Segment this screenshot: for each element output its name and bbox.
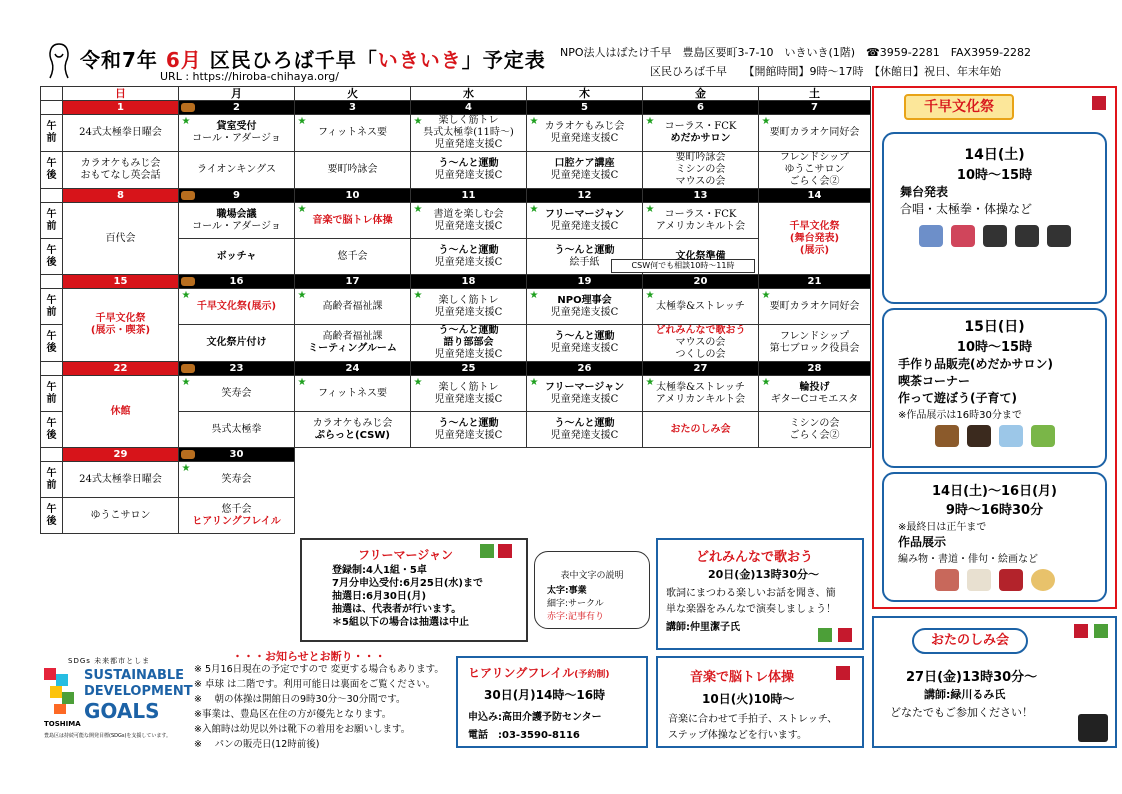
- afternoon-label: 午 後: [41, 239, 63, 275]
- date-cell: [295, 448, 411, 462]
- event-label: 要町カラオケ同好会: [769, 127, 860, 138]
- mahjong-box: [300, 538, 528, 642]
- event-label: ぷらっと(CSW): [315, 429, 390, 441]
- date-cell: 16: [179, 275, 295, 289]
- schedule-cell: [759, 115, 871, 152]
- date-cell: 27: [643, 362, 759, 376]
- schedule-cell: [759, 289, 871, 325]
- schedule-cell: [179, 325, 295, 362]
- weekday-header: 火: [295, 87, 411, 101]
- event-label: 職場会議: [216, 208, 257, 220]
- event-label: フリーマージャン: [544, 381, 625, 393]
- exercise-runner-icon: ★: [297, 290, 307, 301]
- event-label: ごらく会②: [789, 176, 840, 187]
- schedule-cell: [295, 462, 411, 498]
- date-cell: 4: [411, 101, 527, 115]
- event-label: めだかサロン: [670, 133, 731, 144]
- morning-label: 午 前: [41, 376, 63, 412]
- schedule-cell: [643, 115, 759, 152]
- event-label: 太極拳&ストレッチ: [656, 381, 745, 393]
- weekday-header: 日: [63, 87, 179, 101]
- schedule-cell: [643, 203, 759, 239]
- event-label: フィットネス要: [317, 387, 388, 399]
- event-label: 児童発達支援C: [550, 429, 619, 441]
- event-label: 口腔ケア講座: [554, 158, 615, 169]
- sdg-goal-icon: [1074, 624, 1088, 638]
- schedule-cell: [295, 325, 411, 362]
- piano-player-illustration: [1078, 714, 1108, 742]
- sunday-cell: [63, 203, 179, 275]
- event-label: NPO理事会: [557, 294, 612, 306]
- event-label: 児童発達支援C: [550, 306, 619, 318]
- event-label: う～んと運動: [554, 417, 615, 429]
- afternoon-label: 午 後: [41, 412, 63, 448]
- event-label: う～んと運動: [554, 331, 615, 342]
- event-label: どれみんなで歌おう: [655, 325, 746, 336]
- schedule-cell: [527, 462, 643, 498]
- date-cell: [527, 448, 643, 462]
- schedule-cell: [63, 462, 179, 498]
- schedule-cell: [179, 115, 295, 152]
- event-label: ゆうこサロン: [90, 509, 151, 521]
- schedule-cell: [295, 115, 411, 152]
- exercise-runner-icon: ★: [529, 290, 539, 301]
- date-cell: 20: [643, 275, 759, 289]
- brain-training-box: 音楽で脳トレ体操 10日(火)10時～ 音楽に合わせて手拍子、ストレッチ、 ステップ体操などを行います。: [656, 656, 864, 748]
- schedule-cell: [179, 412, 295, 448]
- date-cell: [643, 448, 759, 462]
- date-cell: 2: [179, 101, 295, 115]
- date-cell: 14: [759, 189, 871, 203]
- schedule-cell: [759, 498, 871, 534]
- event-label: 児童発達支援C: [550, 170, 619, 181]
- notice-line: ※入館時は幼児以外は靴下の着用をお願いします。: [194, 724, 411, 735]
- schedule-cell: [411, 498, 527, 534]
- schedule-cell: [527, 239, 643, 275]
- schedule-cell: [759, 376, 871, 412]
- event-label: 24式太極拳日曜会: [79, 127, 162, 138]
- event-label: う～んと運動: [438, 417, 499, 429]
- schedule-cell: [527, 498, 643, 534]
- event-label: (展示): [799, 244, 830, 256]
- schedule-cell: [63, 498, 179, 534]
- schedule-cell: [411, 152, 527, 189]
- schedule-cell: [295, 412, 411, 448]
- schedule-cell: [295, 289, 411, 325]
- exercise-runner-icon: ★: [645, 116, 655, 127]
- event-label: 悠千会: [221, 503, 252, 515]
- mahjong-info-line: 7月分申込受付:6月25日(水)まで: [332, 578, 483, 589]
- schedule-cell: [179, 498, 295, 534]
- date-cell: 23: [179, 362, 295, 376]
- event-label: 楽しく筋トレ: [438, 381, 499, 393]
- event-label: 児童発達支援C: [434, 256, 503, 268]
- event-label: 輪投げ: [799, 381, 830, 393]
- date-cell: 10: [295, 189, 411, 203]
- mahjong-title: フリーマージャン: [358, 548, 454, 562]
- date-cell: 6: [643, 101, 759, 115]
- date-cell: 5: [527, 101, 643, 115]
- sdg-goal-icon: [818, 628, 832, 642]
- schedule-cell: [759, 325, 871, 362]
- event-label: 楽しく筋トレ: [438, 115, 499, 126]
- schedule-cell: [643, 462, 759, 498]
- morning-label: 午 前: [41, 462, 63, 498]
- schedule-cell: [411, 462, 527, 498]
- schedule-cell: [411, 289, 527, 325]
- exercise-runner-icon: ★: [297, 377, 307, 388]
- schedule-cell: [295, 498, 411, 534]
- schedule-cell: [411, 376, 527, 412]
- sdg-goal-icon: [480, 544, 494, 558]
- schedule-cell: [295, 152, 411, 189]
- mahjong-info-line: 抽選日:6月30日(月): [332, 591, 427, 602]
- schedule-cell: [759, 412, 871, 448]
- event-label: おたのしみ会: [670, 423, 731, 435]
- event-label: カラオケもみじ会: [544, 121, 625, 132]
- festival-day3: 14日(土)～16日(月) 9時～16時30分 ※最終日は正午まで 作品展示 編み物・書道・俳句・絵画など: [882, 472, 1107, 602]
- exercise-runner-icon: ★: [181, 463, 191, 474]
- event-label: フリーマージャン: [544, 208, 625, 220]
- event-label: ライオンキングス: [197, 164, 276, 175]
- otanoshimi-box: おたのしみ会 27日(金)13時30分～ 講師:緑川るみ氏 どなたでもご参加ください！: [872, 616, 1117, 748]
- schedule-cell: [643, 239, 759, 275]
- exercise-runner-icon: ★: [413, 204, 423, 215]
- notice-line: ※ パンの販売日(12時前後): [194, 739, 320, 750]
- sdg-goal-icon: [838, 628, 852, 642]
- hours-info: 区民ひろば千早 【開館時間】9時～17時 【休館日】祝日、年末年始: [650, 65, 1001, 78]
- org-info: NPO法人はばたけ千早 豊島区要町3-7-10 いきいき(1階) ☎3959-2281 FAX3959-2282: [560, 46, 1032, 59]
- event-label: フレンドシップ: [779, 331, 850, 342]
- event-label: 楽しく筋トレ: [438, 294, 499, 306]
- schedule-cell: [295, 203, 411, 239]
- event-label: 悠千会: [337, 250, 368, 262]
- schedule-cell: [527, 152, 643, 189]
- schedule-cell: [527, 115, 643, 152]
- schedule-cell: [527, 376, 643, 412]
- weekday-header: 水: [411, 87, 527, 101]
- schedule-cell: [411, 203, 527, 239]
- date-cell: 7: [759, 101, 871, 115]
- mahjong-info-line: 登録制:4人1組・5卓: [332, 565, 427, 576]
- bread-icon: [181, 277, 195, 286]
- date-row-spacer: [41, 448, 63, 462]
- schedule-calendar: [40, 86, 871, 534]
- schedule-cell: [759, 462, 871, 498]
- notices-list: [194, 662, 452, 752]
- event-label: ゆうこサロン: [784, 164, 845, 175]
- date-cell: 19: [527, 275, 643, 289]
- exercise-runner-icon: ★: [645, 204, 655, 215]
- exercise-runner-icon: ★: [761, 377, 771, 388]
- exercise-runner-icon: ★: [645, 290, 655, 301]
- date-cell: 26: [527, 362, 643, 376]
- sunday-cell: [63, 289, 179, 362]
- event-label: ミシンの会: [675, 164, 726, 175]
- schedule-cell: [643, 325, 759, 362]
- event-label: ヒアリングフレイル: [192, 515, 281, 527]
- exercise-runner-icon: ★: [761, 290, 771, 301]
- date-cell: 15: [63, 275, 179, 289]
- event-label: ミーティングルーム: [308, 343, 397, 354]
- event-label: (展示・喫茶): [90, 325, 151, 336]
- weekday-header: 月: [179, 87, 295, 101]
- sdg-goal-icon: [1092, 96, 1106, 110]
- schedule-cell: [759, 152, 871, 189]
- event-label: 高齢者福祉課: [322, 300, 383, 312]
- event-label: マウスの会: [675, 176, 726, 187]
- exercise-runner-icon: ★: [529, 377, 539, 388]
- event-label: 千早文化祭: [789, 220, 840, 232]
- afternoon-label: 午 後: [41, 152, 63, 189]
- schedule-cell: [295, 239, 411, 275]
- afternoon-label: 午 後: [41, 325, 63, 362]
- schedule-cell: [527, 289, 643, 325]
- event-label: コール・アダージョ: [192, 220, 281, 232]
- event-label: 児童発達支援C: [550, 343, 619, 354]
- schedule-cell: [643, 498, 759, 534]
- exercise-runner-icon: ★: [297, 204, 307, 215]
- mahjong-info-line: ＊5組以下の場合は抽選は中止: [332, 617, 469, 628]
- schedule-cell: [527, 412, 643, 448]
- legend-box: 表中文字の説明 太字:事業 細字:サークル 赤字:記事有り: [534, 551, 650, 629]
- date-cell: 11: [411, 189, 527, 203]
- event-label: マウスの会: [675, 337, 726, 348]
- notices-title: ・・・お知らせとお断り・・・: [232, 650, 386, 663]
- afternoon-label: 午 後: [41, 498, 63, 534]
- event-label: コーラス・FCK: [664, 208, 737, 220]
- mahjong-info-line: 抽選は、代表者が行います。: [332, 604, 462, 615]
- schedule-cell: [179, 376, 295, 412]
- sdg-goal-icon: [836, 666, 850, 680]
- schedule-cell: [411, 115, 527, 152]
- event-label: 児童発達支援C: [434, 220, 503, 232]
- event-label: 文化祭片付け: [206, 337, 267, 348]
- performers-illustration: [884, 225, 1105, 250]
- event-label: ごらく会②: [789, 429, 840, 441]
- notice-line: ※事業は、豊島区在住の方が優先となります。: [194, 709, 392, 720]
- date-row-spacer: [41, 275, 63, 289]
- page-title: 令和7年 6月 区民ひろば千早「いきいき」予定表: [80, 48, 546, 72]
- schedule-cell: [63, 115, 179, 152]
- event-label: ボッチャ: [216, 250, 257, 262]
- sdgs-logo: SDGs 未来都市としま TOSHIMA SUSTAINABLE DEVELOPMENT GOALS 豊島区は持続可能な開発目標(SDGs)を支援しています。: [44, 657, 193, 739]
- date-cell: 8: [63, 189, 179, 203]
- exercise-runner-icon: ★: [181, 377, 191, 388]
- event-label: 要町吟詠会: [675, 152, 726, 163]
- notice-line: ※ 5月16日現在の予定ですので 変更する場合もあります。: [194, 664, 444, 675]
- schedule-cell: [179, 289, 295, 325]
- doremi-box: どれみんなで歌おう 20日(金)13時30分～ 歌詞にまつわる楽しいお話を聞き、簡 単な楽器をみんなで演奏しましょう！ 講師:仲里潔子氏: [656, 538, 864, 650]
- date-cell: 25: [411, 362, 527, 376]
- event-label: カラオケもみじ会: [312, 417, 393, 429]
- schedule-cell: [295, 376, 411, 412]
- hiroba-logo-icon: [44, 40, 74, 80]
- date-cell: 3: [295, 101, 411, 115]
- bazaar-illustration: [884, 425, 1105, 450]
- event-label: おもてなし英会話: [80, 170, 161, 181]
- bread-icon: [181, 103, 195, 112]
- exercise-runner-icon: ★: [181, 116, 191, 127]
- event-label: 書道を楽しむ会: [433, 208, 504, 220]
- exercise-runner-icon: ★: [761, 116, 771, 127]
- schedule-cell: [63, 152, 179, 189]
- event-label: う～んと運動: [438, 325, 499, 336]
- exercise-runner-icon: ★: [297, 116, 307, 127]
- event-label: アメリカンキルト会: [655, 220, 746, 232]
- event-label: フレンドシップ: [779, 152, 850, 163]
- event-label: う～んと運動: [438, 158, 499, 169]
- schedule-cell: [179, 152, 295, 189]
- csw-note: CSW何でも相談10時～11時: [611, 259, 755, 273]
- event-label: 児童発達支援C: [434, 139, 503, 150]
- bread-icon: [181, 364, 195, 373]
- date-cell: 24: [295, 362, 411, 376]
- date-cell: 17: [295, 275, 411, 289]
- event-label: 児童発達支援C: [434, 393, 503, 405]
- corner-cell: [41, 87, 63, 101]
- date-cell: 9: [179, 189, 295, 203]
- event-label: 児童発達支援C: [434, 349, 503, 360]
- event-label: ミシンの会: [789, 417, 840, 429]
- exercise-runner-icon: ★: [529, 116, 539, 127]
- event-label: う～んと運動: [438, 244, 499, 256]
- schedule-cell: [527, 203, 643, 239]
- date-cell: 1: [63, 101, 179, 115]
- date-cell: 28: [759, 362, 871, 376]
- date-cell: 21: [759, 275, 871, 289]
- exercise-runner-icon: ★: [413, 290, 423, 301]
- crafts-illustration: [884, 569, 1105, 594]
- date-cell: 30: [179, 448, 295, 462]
- event-label: 絵手紙: [569, 256, 600, 268]
- event-label: 語り部部会: [443, 337, 494, 348]
- event-label: (舞台発表): [789, 232, 840, 244]
- event-label: フィットネス要: [317, 127, 388, 138]
- event-label: コーラス・FCK: [664, 121, 737, 132]
- event-label: 千早文化祭(展示): [196, 300, 277, 312]
- event-label: 呉式太極拳: [211, 423, 262, 435]
- bread-icon: [181, 191, 195, 200]
- exercise-runner-icon: ★: [413, 377, 423, 388]
- event-label: 児童発達支援C: [434, 306, 503, 318]
- toshima-logo-icon: [44, 668, 78, 720]
- event-label: 笑寿会: [221, 473, 252, 485]
- exercise-runner-icon: ★: [645, 377, 655, 388]
- festival-day2: 15日(日) 10時～15時 手作り品販売(めだかサロン) 喫茶コーナー 作って遊ぼう(子育て) ※作品展示は16時30分まで: [882, 308, 1107, 468]
- schedule-cell: [411, 325, 527, 362]
- event-label: 児童発達支援C: [550, 393, 619, 405]
- event-label: 24式太極拳日曜会: [79, 473, 162, 485]
- event-label: 太極拳&ストレッチ: [656, 300, 745, 312]
- event-label: う～んと運動: [554, 244, 615, 256]
- schedule-cell: [179, 462, 295, 498]
- event-label: 要町吟詠会: [327, 164, 378, 175]
- event-label: 児童発達支援C: [434, 429, 503, 441]
- event-label: つくしの会: [675, 349, 726, 360]
- event-label: 第七ブロック役員会: [769, 343, 860, 354]
- date-cell: [411, 448, 527, 462]
- site-url[interactable]: URL : https://hiroba-chihaya.org/: [160, 70, 339, 83]
- morning-label: 午 前: [41, 203, 63, 239]
- notice-line: ※ 朝の体操は開館日の9時30分～30分間です。: [194, 694, 406, 705]
- event-label: 千早文化祭: [95, 313, 146, 324]
- schedule-cell: [643, 412, 759, 448]
- date-row-spacer: [41, 101, 63, 115]
- date-cell: 12: [527, 189, 643, 203]
- sdg-goal-icon: [498, 544, 512, 558]
- date-cell: [759, 448, 871, 462]
- exercise-runner-icon: ★: [413, 116, 423, 127]
- sunday-cell: [63, 376, 179, 448]
- event-label: 音楽で脳トレ体操: [312, 214, 393, 226]
- event-label: 児童発達支援C: [550, 133, 619, 144]
- schedule-cell: [643, 289, 759, 325]
- event-label: 要町カラオケ同好会: [769, 300, 860, 312]
- weekday-header: 土: [759, 87, 871, 101]
- event-label: 百代会: [105, 232, 136, 244]
- event-label: 高齢者福祉課: [322, 331, 383, 342]
- notice-line: ※ 卓球 は二階です。利用可能日は裏面をご覧ください。: [194, 679, 436, 690]
- exercise-runner-icon: ★: [181, 290, 191, 301]
- date-cell: 13: [643, 189, 759, 203]
- date-cell: 29: [63, 448, 179, 462]
- date-cell: 22: [63, 362, 179, 376]
- morning-label: 午 前: [41, 115, 63, 152]
- sdg-goal-icon: [1094, 624, 1108, 638]
- morning-label: 午 前: [41, 289, 63, 325]
- schedule-cell: [643, 152, 759, 189]
- date-row-spacer: [41, 189, 63, 203]
- event-label: コール・アダージョ: [192, 133, 281, 144]
- schedule-cell: [179, 239, 295, 275]
- exercise-runner-icon: ★: [529, 204, 539, 215]
- festival-title: 千早文化祭: [904, 94, 1014, 120]
- festival-panel: [872, 86, 1117, 609]
- event-label: カラオケもみじ会: [80, 158, 161, 169]
- event-label: 貸室受付: [216, 121, 257, 132]
- otanoshimi-title: おたのしみ会: [912, 628, 1028, 654]
- event-label: ギターCコモエスタ: [770, 393, 859, 405]
- weekday-header: 木: [527, 87, 643, 101]
- schedule-cell: [411, 412, 527, 448]
- event-label: アメリカンキルト会: [655, 393, 746, 405]
- event-label: 児童発達支援C: [434, 170, 503, 181]
- date-cell: 18: [411, 275, 527, 289]
- schedule-cell: [643, 376, 759, 412]
- event-label: 笑寿会: [221, 387, 252, 399]
- weekday-header: 金: [643, 87, 759, 101]
- event-label: 児童発達支援C: [550, 220, 619, 232]
- hearing-frail-box: ヒアリングフレイル(予約制) 30日(月)14時～16時 申込み:高田介護予防センター 電話 :03-3590-8116: [456, 656, 648, 748]
- event-label: 文化祭準備: [675, 250, 726, 262]
- event-label: 休館: [110, 405, 131, 417]
- festival-day1: 14日(土) 10時～15時 舞台発表 合唱・太極拳・体操など: [882, 132, 1107, 304]
- event-label: 呉式太極拳(11時～): [423, 127, 514, 138]
- schedule-cell: [411, 239, 527, 275]
- bread-icon: [181, 450, 195, 459]
- schedule-cell: [179, 203, 295, 239]
- date-row-spacer: [41, 362, 63, 376]
- schedule-cell: [527, 325, 643, 362]
